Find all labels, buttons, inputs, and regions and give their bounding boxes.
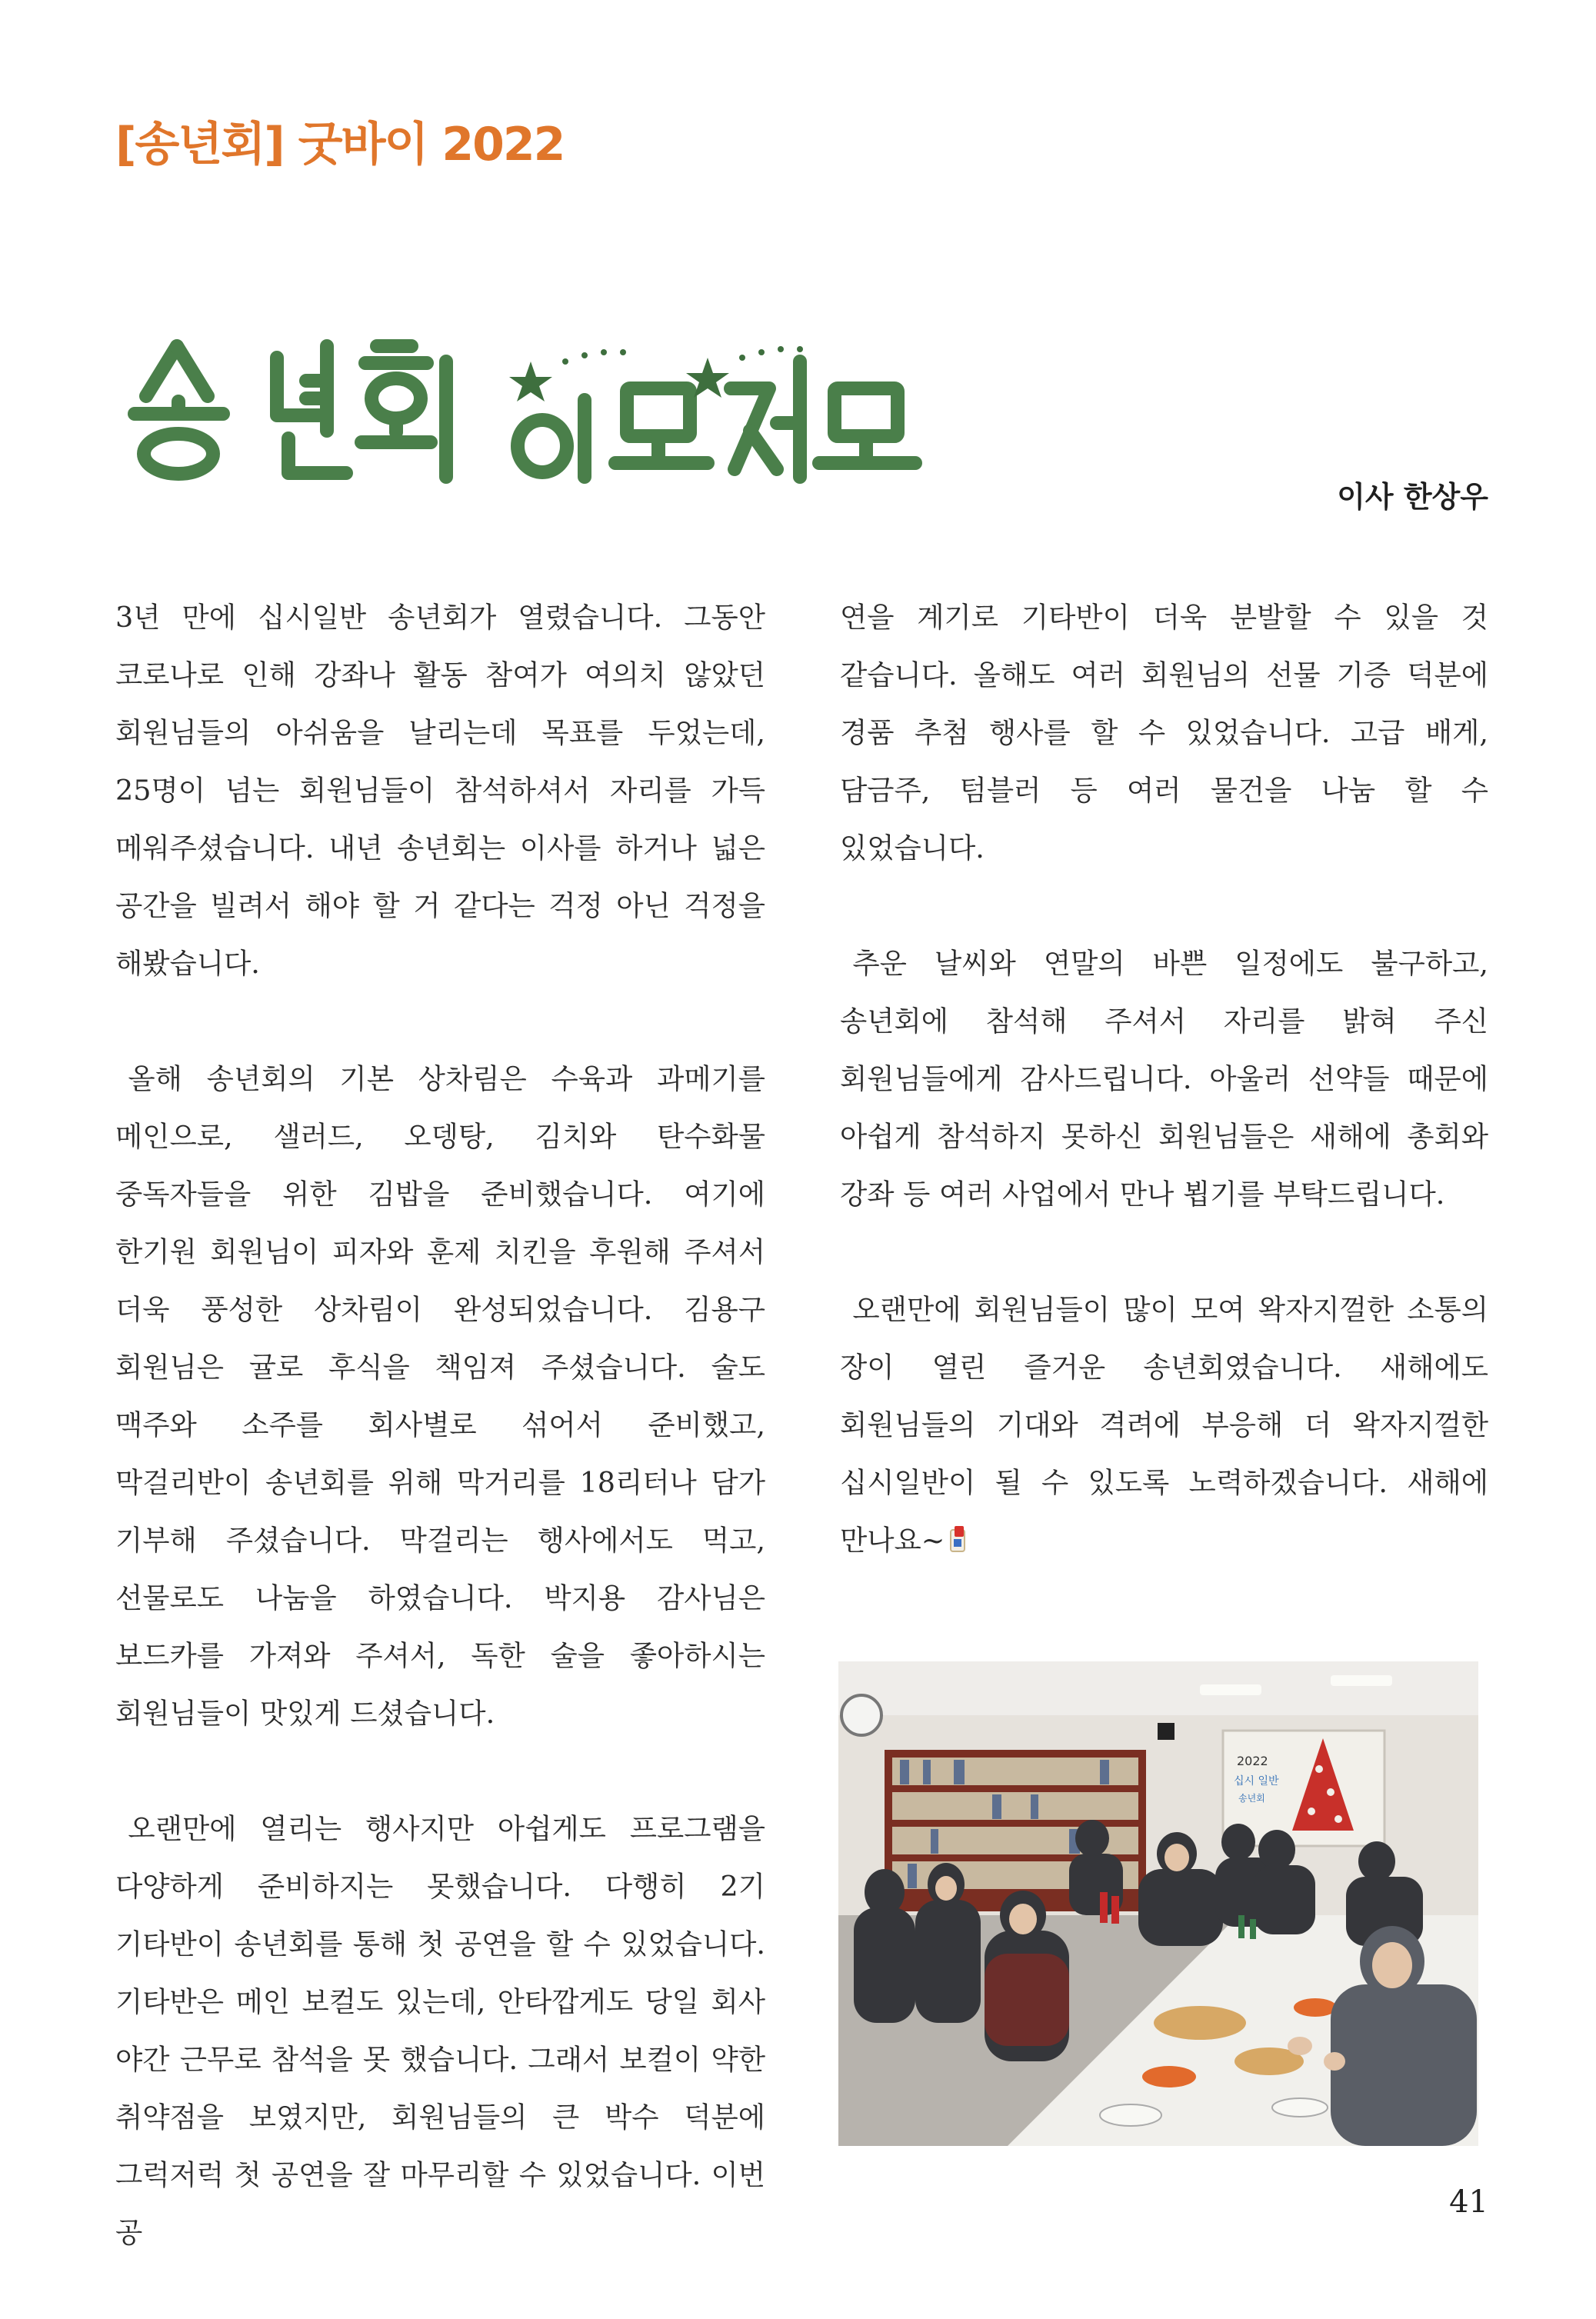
paragraph-text: 오랜만에 회원님들이 많이 모여 왁자지껄한 소통의 장이 열린 즐거운 송년회였습니다. 새해에도 회원님들의 기대와 격려에 부응해 더 왁자지껄한 십시일반이 될 수 있도록 노력하겠습니다. 새해에 만나요~ (840, 1293, 1488, 1557)
left-column (115, 588, 765, 2319)
party-photo (838, 1661, 1478, 2146)
right-column (840, 588, 1488, 1627)
paragraph: 올해 송년회의 기본 상차림은 수육과 과메기를 메인으로, 샐러드, 오뎅탕, 김치와 탄수화물 중독자들을 위한 김밥을 준비했습니다. 여기에 한기원 회원님이 피자와 훈제 치킨을 후원해 주셔서 더욱 풍성한 상차림이 완성되었습니다. 김용구 회원님은 귤로 후식을 책임져 주셨습니다. 술도 맥주와 소주를 회사별로 섞어서 준비했고, 막걸리반이 송년회를 위해 막거리를 18리터나 담가 기부해 주셨습니다. 막걸리는 행사에서도 먹고, 선물로도 나눔을 하였습니다. 박지용 감사님은 보드카를 가져와 주셔서, 독한 술을 좋아하시는 회원님들이 맛있게 드셨습니다. (115, 1062, 765, 1730)
author-byline: 이사 한상우 (1337, 480, 1488, 514)
title-artwork (123, 315, 969, 492)
section-label: [송년회] 굿바이 2022 (115, 118, 565, 172)
paragraph: 오랜만에 열리는 행사지만 아쉽게도 프로그램을 다양하게 준비하지는 못했습니다. 다행히 2기 기타반이 송년회를 통해 첫 공연을 할 수 있었습니다. 기타반은 메인 보컬도 있는데, 안타깝게도 당일 회사 야간 근무로 참석을 못 했습니다. 그래서 보컬이 약한 취약점을 보였지만, 회원님들의 큰 박수 덕분에 그럭저럭 첫 공연을 잘 마무리할 수 있었습니다. 이번 공 (115, 1812, 765, 2249)
paragraph: 연을 계기로 기타반이 더욱 분발할 수 있을 것 같습니다. 올해도 여러 회원님의 선물 기증 덕분에 경품 추첨 행사를 할 수 있었습니다. 고급 배게, 담금주, 텀블러 등 여러 물건을 나눔 할 수 있었습니다. (840, 601, 1488, 865)
page-number: 41 (1449, 2184, 1488, 2220)
poster-text: 십시 일반 (1234, 1775, 1279, 1788)
paragraph: 추운 날씨와 연말의 바쁜 일정에도 불구하고, 송년회에 참석해 주셔서 자리를 밝혀 주신 회원님들에게 감사드립니다. 아울러 선약들 때문에 아쉽게 참석하지 못하신 회원님들은 새해에 총회와 강좌 등 여러 사업에서 만나 뵙기를 부탁드립니다. (840, 947, 1488, 1211)
party-popper-icon (948, 1524, 969, 1554)
poster-year: 2022 (1237, 1754, 1268, 1768)
paragraph: 3년 만에 십시일반 송년회가 열렸습니다. 그동안 코로나로 인해 강좌나 활동 참여가 여의치 않았던 회원님들의 아쉬움을 날리는데 목표를 두었는데, 25명이 넘는 회원님들이 참석하셔서 자리를 가득 메워주셨습니다. 내년 송년회는 이사를 하거나 넓은 공간을 빌려서 해야 할 거 같다는 걱정 아닌 걱정을 해봤습니다. (115, 601, 765, 980)
paragraph (840, 1281, 1488, 1569)
poster-sub: 송년회 (1238, 1793, 1265, 1804)
